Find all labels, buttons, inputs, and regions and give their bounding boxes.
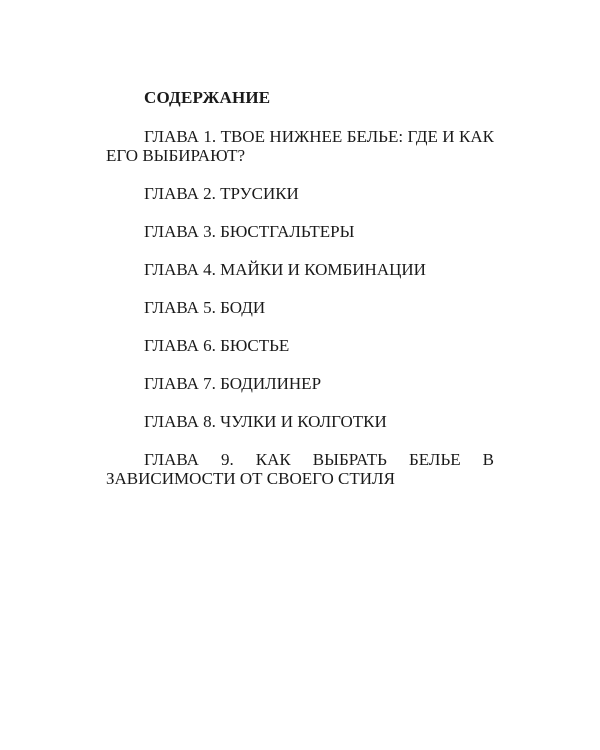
toc-entry-chapter-8: ГЛАВА 8. ЧУЛКИ И КОЛГОТКИ	[144, 412, 387, 431]
toc-entry-chapter-9: ГЛАВА 9. КАК ВЫБРАТЬ БЕЛЬЕ В ЗАВИСИМОСТИ ОТ СВОЕГО СТИЛЯ	[106, 450, 494, 488]
toc-entry-chapter-1: ГЛАВА 1. ТВОЕ НИЖНЕЕ БЕЛЬЕ: ГДЕ И КАК ЕГО ВЫБИРАЮТ?	[106, 127, 494, 165]
toc-list	[106, 127, 494, 488]
toc-entry-chapter-7: ГЛАВА 7. БОДИЛИНЕР	[144, 374, 322, 393]
toc-entry-chapter-5: ГЛАВА 5. БОДИ	[144, 298, 266, 317]
toc-heading: СОДЕРЖАНИЕ	[144, 88, 271, 107]
toc-entry-chapter-6: ГЛАВА 6. БЮСТЬЕ	[144, 336, 290, 355]
table-of-contents	[106, 88, 494, 488]
toc-entry-chapter-2: ГЛАВА 2. ТРУСИКИ	[144, 184, 299, 203]
toc-entry-chapter-3: ГЛАВА 3. БЮСТГАЛЬТЕРЫ	[144, 222, 355, 241]
toc-entry-chapter-4: ГЛАВА 4. МАЙКИ И КОМБИНАЦИИ	[144, 260, 426, 279]
